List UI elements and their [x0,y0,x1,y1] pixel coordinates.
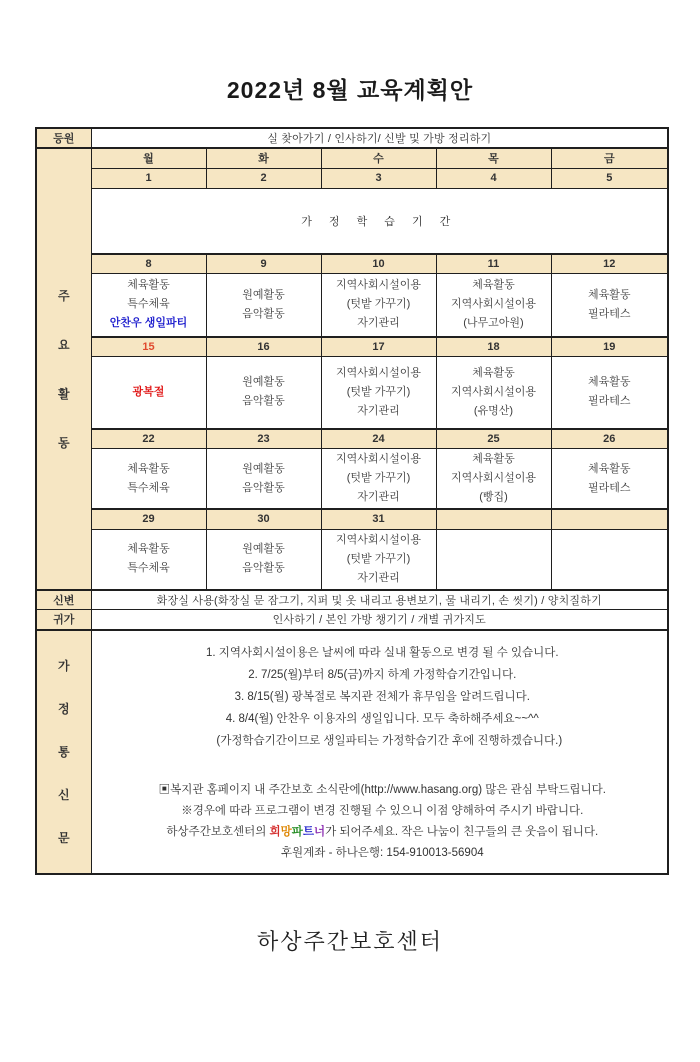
holiday-name: 광복절 [132,385,165,398]
activity-line: 음악활동 [242,481,285,494]
document-page [0,72,700,1062]
activity-line: 체육활동 [472,366,515,379]
activity-cell [206,274,321,337]
newsletter-char: 가 [57,659,70,673]
date-cell: 5 [551,168,668,188]
activity-line: 원예활동 [242,543,285,555]
attendance-content: 실 찾아가기 / 인사하기/ 신발 및 가방 정리하기 [91,128,668,148]
row-label-attendance: 등원 [36,128,91,148]
hope-char: 트 [302,825,314,838]
note-item: 3. 8/15(월) 광복절로 복지관 전체가 휴무임을 알려드립니다. [234,690,530,703]
weekday-header: 월 [91,148,206,168]
date-cell: 17 [321,337,436,357]
activity-line: 필라테스 [588,395,631,408]
activity-line: 체육활동 [127,543,170,555]
weekly-activity-char: 활 [57,386,70,401]
activity-cell [436,357,551,429]
activity-line: 특수체육 [127,481,170,494]
activity-cell [91,449,206,510]
row-label-newsletter [36,630,91,874]
date-cell: 22 [91,429,206,449]
hope-char: 망 [280,825,292,838]
donation-account: 후원계좌 - 하나은행: 154-910013-56904 [280,846,484,859]
note-item: 2. 7/25(월)부터 8/5(금)까지 하계 가정학습기간입니다. [248,668,517,681]
weekday-header: 화 [206,148,321,168]
date-cell: 12 [551,254,668,274]
date-cell: 24 [321,429,436,449]
activity-cell [91,357,206,429]
date-cell: 18 [436,337,551,357]
homegoing-content: 인사하기 / 본인 가방 챙기기 / 개별 귀가지도 [91,610,668,630]
activity-cell [321,357,436,429]
activity-line: (빵집) [479,491,508,503]
activity-line: (텃밭 가꾸기) [346,472,411,484]
activity-line: 지역사회시설이용 [450,472,536,484]
activity-line: 필라테스 [588,307,631,320]
activity-cell [436,274,551,337]
activity-line: 자기관리 [357,317,400,330]
activity-cell-empty [551,529,668,590]
activity-line: 음악활동 [242,395,285,408]
activity-line: 체육활동 [127,462,170,475]
activity-cell [321,449,436,510]
hope-char: 희 [269,825,281,838]
activity-line: (나무고아원) [463,317,524,330]
row-label-personal: 신변 [36,590,91,610]
newsletter-char: 정 [57,702,70,716]
activity-line: 체육활동 [472,279,515,292]
activity-line: 특수체육 [127,298,170,311]
newsletter-vertical-label [39,644,89,859]
note-item: 1. 지역사회시설이용은 날씨에 따라 실내 활동으로 변경 될 수 있습니다. [205,646,559,659]
date-cell-empty [436,509,551,529]
activity-cell [551,274,668,337]
activity-cell [206,529,321,590]
date-cell: 29 [91,509,206,529]
newsletter-char: 통 [57,745,70,759]
date-cell: 2 [206,168,321,188]
date-cell: 26 [551,429,668,449]
hope-partner-line [106,822,660,843]
birthday-party-line: 안찬우 생일파티 [109,317,188,330]
date-cell: 19 [551,337,668,357]
activity-line: 지역사회시설이용 [450,298,536,311]
activity-line: (텃밭 가꾸기) [346,385,411,398]
activity-cell [321,529,436,590]
activity-cell [206,357,321,429]
activity-line: 특수체육 [127,562,170,574]
home-study-period: 가 정 학 습 기 간 [91,188,668,254]
activity-cell [206,449,321,510]
newsletter-char: 문 [57,831,70,845]
date-cell: 23 [206,429,321,449]
activity-cell [436,449,551,510]
page-title: 2022년 8월 교육계획안 [226,77,474,103]
weekday-header: 수 [321,148,436,168]
date-cell: 1 [91,168,206,188]
date-cell: 16 [206,337,321,357]
date-cell-holiday [91,337,206,357]
holiday-date: 15 [142,340,155,353]
weekday-header: 금 [551,148,668,168]
date-cell: 11 [436,254,551,274]
date-cell: 9 [206,254,321,274]
activity-line: 자기관리 [357,404,400,417]
personal-content: 화장실 사용(화장실 문 잠그기, 지퍼 및 옷 내리고 용변보기, 물 내리기, 손 씻기) / 양치질하기 [91,590,668,610]
weekly-activity-vertical-label [39,271,89,467]
newsletter-content [91,630,668,874]
weekly-activity-char: 요 [57,337,70,352]
hope-suffix: 가 되어주세요. 작은 나눔이 친구들의 큰 웃음이 됩니다. [325,825,599,838]
homepage-note: ▣복지관 홈페이지 내 주간보호 소식란에(http://www.hasang.org) 많은 관심 부탁드립니다. [158,783,606,796]
activity-line: 음악활동 [242,562,285,574]
activity-line: 지역사회시설이용 [335,533,421,546]
hope-char: 너 [313,825,326,838]
date-cell: 10 [321,254,436,274]
weekday-header: 목 [436,148,551,168]
activity-line: 지역사회시설이용 [450,385,536,398]
date-cell: 25 [436,429,551,449]
activity-line: 체육활동 [588,462,631,475]
activity-line: (텃밭 가꾸기) [346,298,411,311]
note-item: (가정학습기간이므로 생일파티는 가정학습기간 후에 진행하겠습니다.) [216,734,563,747]
notes-footer [106,780,660,864]
activity-cell-empty [436,529,551,590]
hope-char: 파 [291,825,303,838]
date-cell-empty [551,509,668,529]
activity-line: (유명산) [473,404,514,417]
activity-line: 자기관리 [357,491,400,503]
date-cell: 3 [321,168,436,188]
activity-cell [321,274,436,337]
activity-line: 자기관리 [357,571,400,584]
hope-prefix: 하상주간보호센터의 [166,825,270,838]
activity-line: 원예활동 [242,376,285,389]
weekly-activity-char: 주 [57,288,70,303]
activity-cell [91,529,206,590]
activity-line: 지역사회시설이용 [335,453,421,465]
row-label-weekly-activity [36,148,91,590]
activity-line: (텃밭 가꾸기) [346,552,411,565]
caution-note: ※경우에 따라 프로그램이 변경 진행될 수 있으니 이점 양해하여 주시기 바랍니다. [181,804,584,817]
activity-line: 지역사회시설이용 [335,279,421,292]
activity-line: 원예활동 [242,288,285,301]
center-name: 하상주간보호센터 [256,928,444,954]
row-label-homegoing: 귀가 [36,610,91,630]
activity-line: 음악활동 [242,307,285,320]
date-cell: 8 [91,254,206,274]
activity-cell [91,274,206,337]
date-cell: 31 [321,509,436,529]
activity-line: 필라테스 [588,481,631,494]
note-item: 4. 8/4(월) 안찬우 이용자의 생일입니다. 모두 축하해주세요~~^^ [225,712,539,725]
date-cell: 30 [206,509,321,529]
activity-line: 원예활동 [242,462,285,475]
activity-line: 체육활동 [472,453,515,465]
monthly-plan-table [35,127,669,875]
activity-line: 지역사회시설이용 [335,366,421,379]
activity-line: 체육활동 [588,376,631,389]
weekly-activity-char: 동 [57,435,70,450]
activity-line: 체육활동 [127,279,170,292]
activity-cell [551,357,668,429]
date-cell: 4 [436,168,551,188]
newsletter-char: 신 [57,788,70,802]
activity-line: 체육활동 [588,288,631,301]
activity-cell [551,449,668,510]
